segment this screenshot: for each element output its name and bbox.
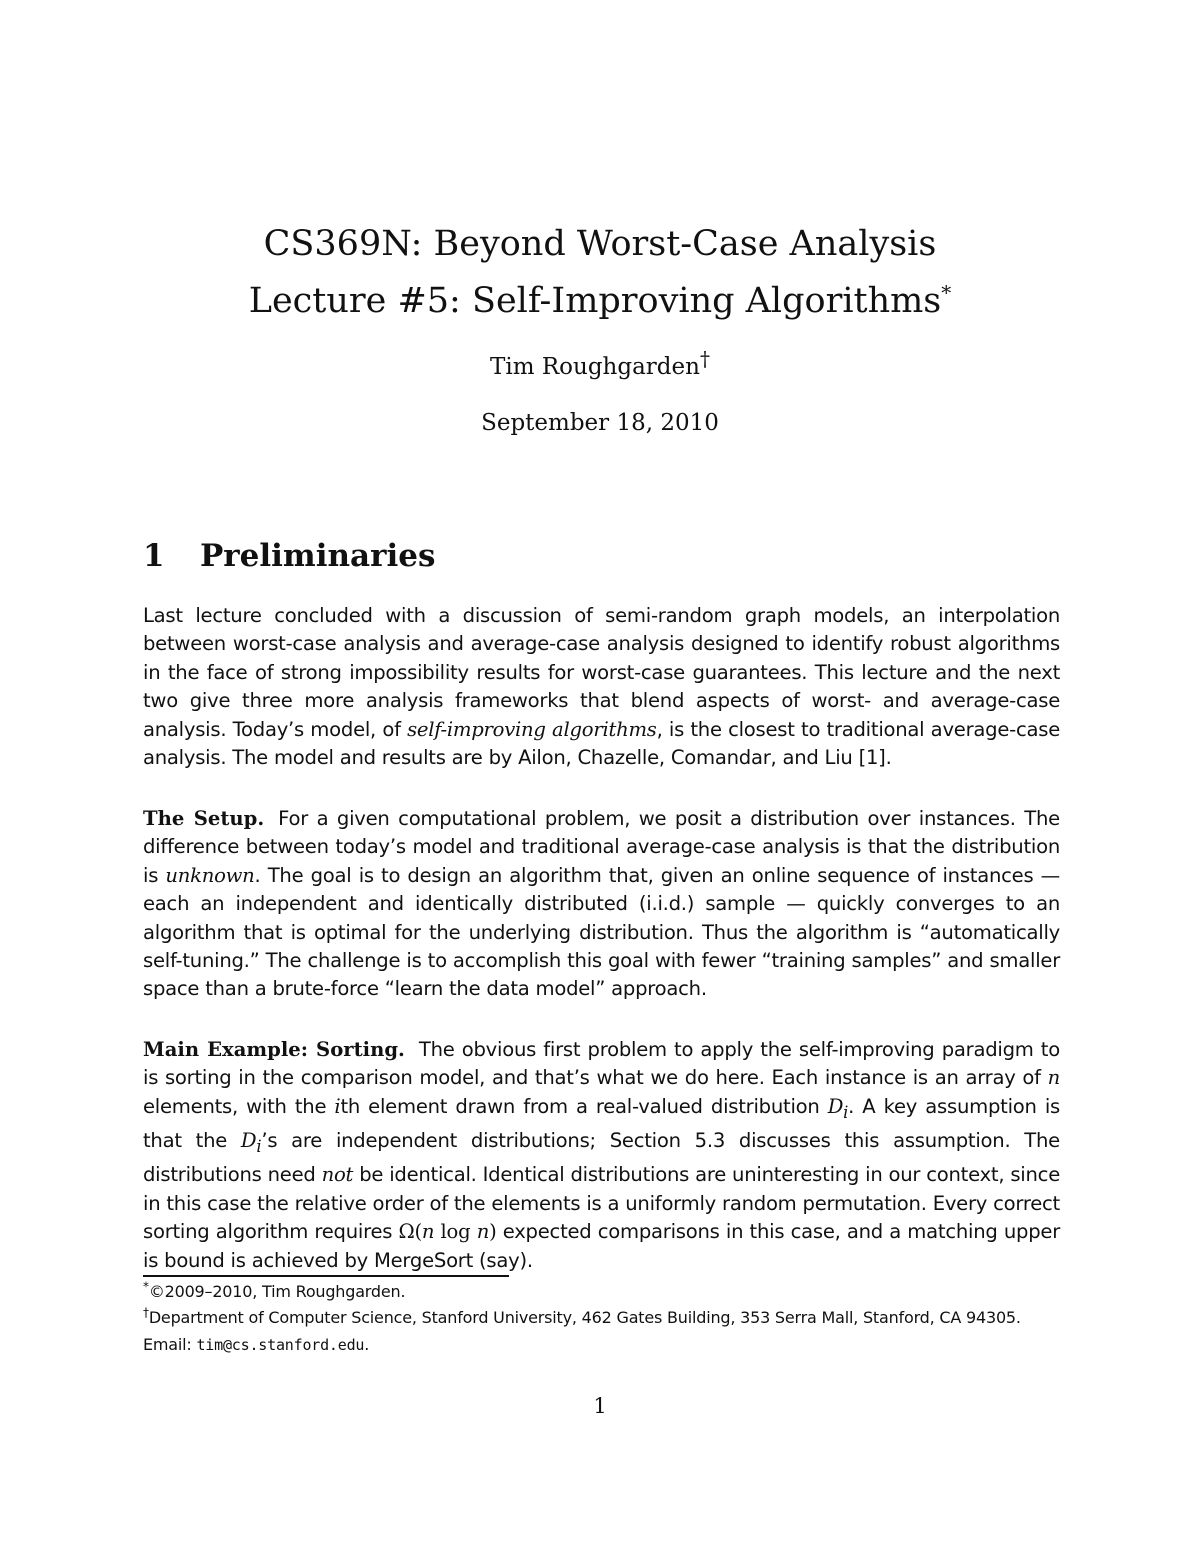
title-block <box>0 216 1200 330</box>
footnote-end: . <box>364 1335 370 1354</box>
footnote-affiliation-text: Department of Computer Science, Stanford University, 462 Gates Building, 353 Serra Mall, Stanford, CA 94305. Email: <box>143 1308 1021 1354</box>
author <box>0 346 1200 380</box>
lecture-title-text: Lecture #5: Self-Improving Algorithms <box>248 281 942 321</box>
p2-text-b: . The goal is to design an algorithm that, given an online sequence of instances — each an independent and identically distributed (i.i.d.) sample — quickly converges to an algorithm that is optimal for the underlying distribution. Thus the algorithm is “automatically self-tuning.” The challenge is to accomplish this goal with fewer “training samples” and smaller space than a brute-force “learn the data model” approach. <box>143 863 1060 1001</box>
math-omega: Ω( <box>398 1220 422 1244</box>
math-n: n <box>1047 1066 1060 1090</box>
p1-emphasis: self-improving algorithms <box>407 717 657 741</box>
p3-heading: Main Example: Sorting. <box>143 1038 405 1061</box>
title-footnote-mark: * <box>941 280 952 305</box>
footnote-copyright-text: ©2009–2010, Tim Roughgarden. <box>148 1282 406 1301</box>
math-D-sub: i <box>843 1102 849 1122</box>
p3-text-e: ’s are independent distributions; Section 5.3 discusses this assumption. The distributions need <box>143 1129 1060 1187</box>
p3-text-a: The obvious first problem to apply the self-improving paradigm to is sorting in the comparison model, and that’s what we do here. Each instance is an array of <box>143 1038 1060 1090</box>
paragraph-setup <box>143 805 1060 1004</box>
math-D: D <box>240 1129 257 1153</box>
math-D-sub: i <box>256 1137 262 1157</box>
paragraph-sorting <box>143 1036 1060 1275</box>
p2-heading: The Setup. <box>143 807 265 830</box>
math-n: n <box>421 1220 435 1244</box>
lecture-title <box>0 273 1200 330</box>
section-title: Preliminaries <box>200 538 436 574</box>
math-close-paren: ) <box>489 1220 497 1244</box>
page-number: 1 <box>593 1394 607 1418</box>
footnote-mark: † <box>143 1305 149 1320</box>
date: September 18, 2010 <box>481 410 719 436</box>
p3-emphasis: not <box>321 1163 354 1187</box>
math-log: log <box>434 1220 477 1244</box>
author-footnote-mark: † <box>699 346 710 371</box>
p1-text-b: , is the closest to traditional average-case analysis. The model and results are by Ailon, Chazelle, Comandar, and Liu [1]. <box>143 717 1061 770</box>
section-heading <box>143 538 435 574</box>
p3-text-d: . A key assumption is that the <box>143 1094 1060 1153</box>
p3-text-b: elements, with the <box>143 1094 335 1118</box>
p2-emphasis: unknown <box>165 863 255 887</box>
math-D: D <box>827 1094 844 1118</box>
section-number: 1 <box>143 538 165 574</box>
footnote-mark: * <box>143 1279 149 1294</box>
footnote-affiliation <box>143 1304 1060 1359</box>
footnote-copyright <box>143 1278 1060 1305</box>
footnote-rule <box>143 1275 509 1277</box>
p3-text-f: be identical. Identical distributions are uninteresting in our context, since in this case the relative order of the elements is a uniformly random permutation. Every correct sorting algorithm requires <box>143 1163 1060 1244</box>
p3-text-c: th element drawn from a real-valued distribution <box>340 1094 828 1118</box>
footnote-email-link[interactable]: tim@cs.stanford.edu <box>196 1336 365 1354</box>
math-n: n <box>476 1220 490 1244</box>
author-name: Tim Roughgarden <box>490 354 700 380</box>
p1-text-a: Last lecture concluded with a discussion of semi-random graph models, an interpolation between worst-case analysis and average-case analysis designed to identify robust algorithms in the face of strong impossibility results for worst-case guarantees. This lecture and the next two give three more analysis frameworks that blend aspects of worst- and average-case analysis. Today’s model, of <box>143 604 1060 741</box>
paragraph-intro <box>143 602 1060 772</box>
p3-text-g: expected comparisons in this case, and a matching upper is bound is achieved by MergeSort (say). <box>143 1220 1060 1272</box>
course-title: CS369N: Beyond Worst-Case Analysis <box>263 224 937 264</box>
math-i: i <box>334 1094 341 1118</box>
p2-text-a: For a given computational problem, we posit a distribution over instances. The difference between today’s model and traditional average-case analysis is that the distribution is <box>143 807 1060 887</box>
